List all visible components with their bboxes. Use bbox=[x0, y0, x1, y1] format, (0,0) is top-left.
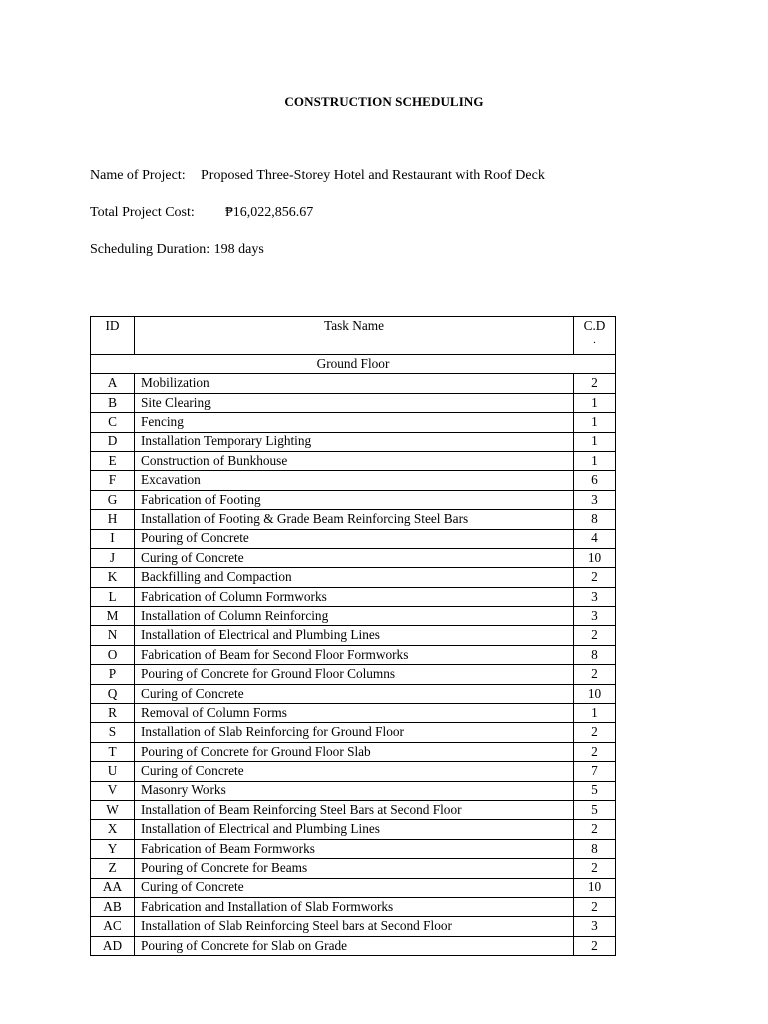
task-duration: 2 bbox=[574, 665, 616, 684]
task-name: Installation of Slab Reinforcing Steel bars at Second Floor bbox=[135, 917, 574, 936]
task-duration: 1 bbox=[574, 451, 616, 470]
task-duration: 2 bbox=[574, 936, 616, 955]
task-id: AD bbox=[91, 936, 135, 955]
task-id: N bbox=[91, 626, 135, 645]
task-id: I bbox=[91, 529, 135, 548]
table-row bbox=[91, 742, 616, 761]
task-id: E bbox=[91, 451, 135, 470]
header-id: ID bbox=[91, 317, 135, 355]
task-id: W bbox=[91, 800, 135, 819]
task-duration: 10 bbox=[574, 684, 616, 703]
task-id: C bbox=[91, 413, 135, 432]
header-task-name: Task Name bbox=[135, 317, 574, 355]
task-id: T bbox=[91, 742, 135, 761]
task-name: Curing of Concrete bbox=[135, 684, 574, 703]
task-name: Pouring of Concrete for Beams bbox=[135, 859, 574, 878]
table-row bbox=[91, 626, 616, 645]
task-duration: 5 bbox=[574, 800, 616, 819]
task-id: AB bbox=[91, 897, 135, 916]
task-id: Y bbox=[91, 839, 135, 858]
task-id: H bbox=[91, 510, 135, 529]
task-duration: 3 bbox=[574, 917, 616, 936]
section-row bbox=[91, 355, 616, 374]
table-row bbox=[91, 413, 616, 432]
project-cost-line bbox=[90, 205, 313, 221]
task-name: Installation of Beam Reinforcing Steel Bars at Second Floor bbox=[135, 800, 574, 819]
task-name: Fabrication of Column Formworks bbox=[135, 587, 574, 606]
table-row bbox=[91, 490, 616, 509]
table-row bbox=[91, 665, 616, 684]
table-row bbox=[91, 936, 616, 955]
task-id: A bbox=[91, 374, 135, 393]
table-row bbox=[91, 839, 616, 858]
task-name: Installation of Footing & Grade Beam Reinforcing Steel Bars bbox=[135, 510, 574, 529]
task-id: U bbox=[91, 762, 135, 781]
task-name: Excavation bbox=[135, 471, 574, 490]
task-id: G bbox=[91, 490, 135, 509]
task-duration: 1 bbox=[574, 413, 616, 432]
task-name: Installation Temporary Lighting bbox=[135, 432, 574, 451]
task-name: Installation of Column Reinforcing bbox=[135, 607, 574, 626]
table-row bbox=[91, 800, 616, 819]
task-duration: 2 bbox=[574, 897, 616, 916]
project-name-value: Proposed Three-Storey Hotel and Restaurant with Roof Deck bbox=[201, 168, 545, 183]
task-id: F bbox=[91, 471, 135, 490]
task-id: K bbox=[91, 568, 135, 587]
task-duration: 2 bbox=[574, 374, 616, 393]
task-duration: 2 bbox=[574, 626, 616, 645]
table-row bbox=[91, 878, 616, 897]
task-id: O bbox=[91, 645, 135, 664]
page-title: CONSTRUCTION SCHEDULING bbox=[284, 94, 484, 109]
task-duration: 6 bbox=[574, 471, 616, 490]
task-duration: 7 bbox=[574, 762, 616, 781]
task-name: Pouring of Concrete for Ground Floor Slab bbox=[135, 742, 574, 761]
task-duration: 2 bbox=[574, 820, 616, 839]
table-row bbox=[91, 548, 616, 567]
scheduling-duration: Scheduling Duration: 198 days bbox=[90, 242, 264, 257]
table-row bbox=[91, 704, 616, 723]
task-id: AA bbox=[91, 878, 135, 897]
task-name: Site Clearing bbox=[135, 393, 574, 412]
task-duration: 5 bbox=[574, 781, 616, 800]
task-name: Installation of Electrical and Plumbing Lines bbox=[135, 820, 574, 839]
table-row bbox=[91, 568, 616, 587]
table-row bbox=[91, 762, 616, 781]
task-name: Installation of Electrical and Plumbing Lines bbox=[135, 626, 574, 645]
task-name: Backfilling and Compaction bbox=[135, 568, 574, 587]
table-row bbox=[91, 684, 616, 703]
task-duration: 3 bbox=[574, 607, 616, 626]
table-row bbox=[91, 510, 616, 529]
task-duration: 1 bbox=[574, 704, 616, 723]
task-id: S bbox=[91, 723, 135, 742]
task-id: B bbox=[91, 393, 135, 412]
header-cd-dot: . bbox=[593, 334, 596, 346]
task-id: D bbox=[91, 432, 135, 451]
task-id: P bbox=[91, 665, 135, 684]
task-name: Fabrication of Beam for Second Floor Formworks bbox=[135, 645, 574, 664]
task-duration: 2 bbox=[574, 723, 616, 742]
task-id: R bbox=[91, 704, 135, 723]
task-duration: 1 bbox=[574, 432, 616, 451]
table-row bbox=[91, 781, 616, 800]
task-duration: 2 bbox=[574, 742, 616, 761]
task-name: Curing of Concrete bbox=[135, 878, 574, 897]
task-duration: 2 bbox=[574, 568, 616, 587]
table-header-row bbox=[91, 317, 616, 355]
task-duration: 3 bbox=[574, 490, 616, 509]
task-duration: 8 bbox=[574, 839, 616, 858]
table-row bbox=[91, 723, 616, 742]
task-id: L bbox=[91, 587, 135, 606]
task-duration: 2 bbox=[574, 859, 616, 878]
task-duration: 3 bbox=[574, 587, 616, 606]
task-duration: 8 bbox=[574, 645, 616, 664]
task-name: Fabrication of Footing bbox=[135, 490, 574, 509]
table-row bbox=[91, 859, 616, 878]
header-cd-label: C.D bbox=[583, 318, 606, 333]
task-name: Curing of Concrete bbox=[135, 548, 574, 567]
table-row bbox=[91, 471, 616, 490]
task-id: M bbox=[91, 607, 135, 626]
table-row bbox=[91, 374, 616, 393]
task-duration: 10 bbox=[574, 878, 616, 897]
task-name: Construction of Bunkhouse bbox=[135, 451, 574, 470]
task-name: Curing of Concrete bbox=[135, 762, 574, 781]
table-row bbox=[91, 529, 616, 548]
task-duration: 4 bbox=[574, 529, 616, 548]
header-cd bbox=[574, 317, 616, 355]
schedule-table bbox=[90, 316, 616, 956]
table-row bbox=[91, 917, 616, 936]
task-id: Q bbox=[91, 684, 135, 703]
task-name: Fencing bbox=[135, 413, 574, 432]
task-id: AC bbox=[91, 917, 135, 936]
task-duration: 10 bbox=[574, 548, 616, 567]
task-name: Fabrication and Installation of Slab Formworks bbox=[135, 897, 574, 916]
table-row bbox=[91, 451, 616, 470]
task-duration: 8 bbox=[574, 510, 616, 529]
table-row bbox=[91, 645, 616, 664]
task-duration: 1 bbox=[574, 393, 616, 412]
task-name: Pouring of Concrete for Ground Floor Columns bbox=[135, 665, 574, 684]
project-name-line bbox=[90, 168, 545, 184]
section-ground-floor: Ground Floor bbox=[91, 355, 616, 374]
table-row bbox=[91, 820, 616, 839]
task-name: Masonry Works bbox=[135, 781, 574, 800]
task-name: Pouring of Concrete for Slab on Grade bbox=[135, 936, 574, 955]
task-name: Pouring of Concrete bbox=[135, 529, 574, 548]
project-cost-value: ₱16,022,856.67 bbox=[225, 205, 314, 220]
task-name: Fabrication of Beam Formworks bbox=[135, 839, 574, 858]
task-id: V bbox=[91, 781, 135, 800]
task-id: J bbox=[91, 548, 135, 567]
table-row bbox=[91, 393, 616, 412]
table-row bbox=[91, 432, 616, 451]
project-name-label: Name of Project: bbox=[90, 168, 186, 183]
table-row bbox=[91, 587, 616, 606]
task-id: X bbox=[91, 820, 135, 839]
table-row bbox=[91, 607, 616, 626]
table-row bbox=[91, 897, 616, 916]
task-name: Mobilization bbox=[135, 374, 574, 393]
task-name: Removal of Column Forms bbox=[135, 704, 574, 723]
task-id: Z bbox=[91, 859, 135, 878]
task-name: Installation of Slab Reinforcing for Ground Floor bbox=[135, 723, 574, 742]
project-cost-label: Total Project Cost: bbox=[90, 205, 195, 220]
